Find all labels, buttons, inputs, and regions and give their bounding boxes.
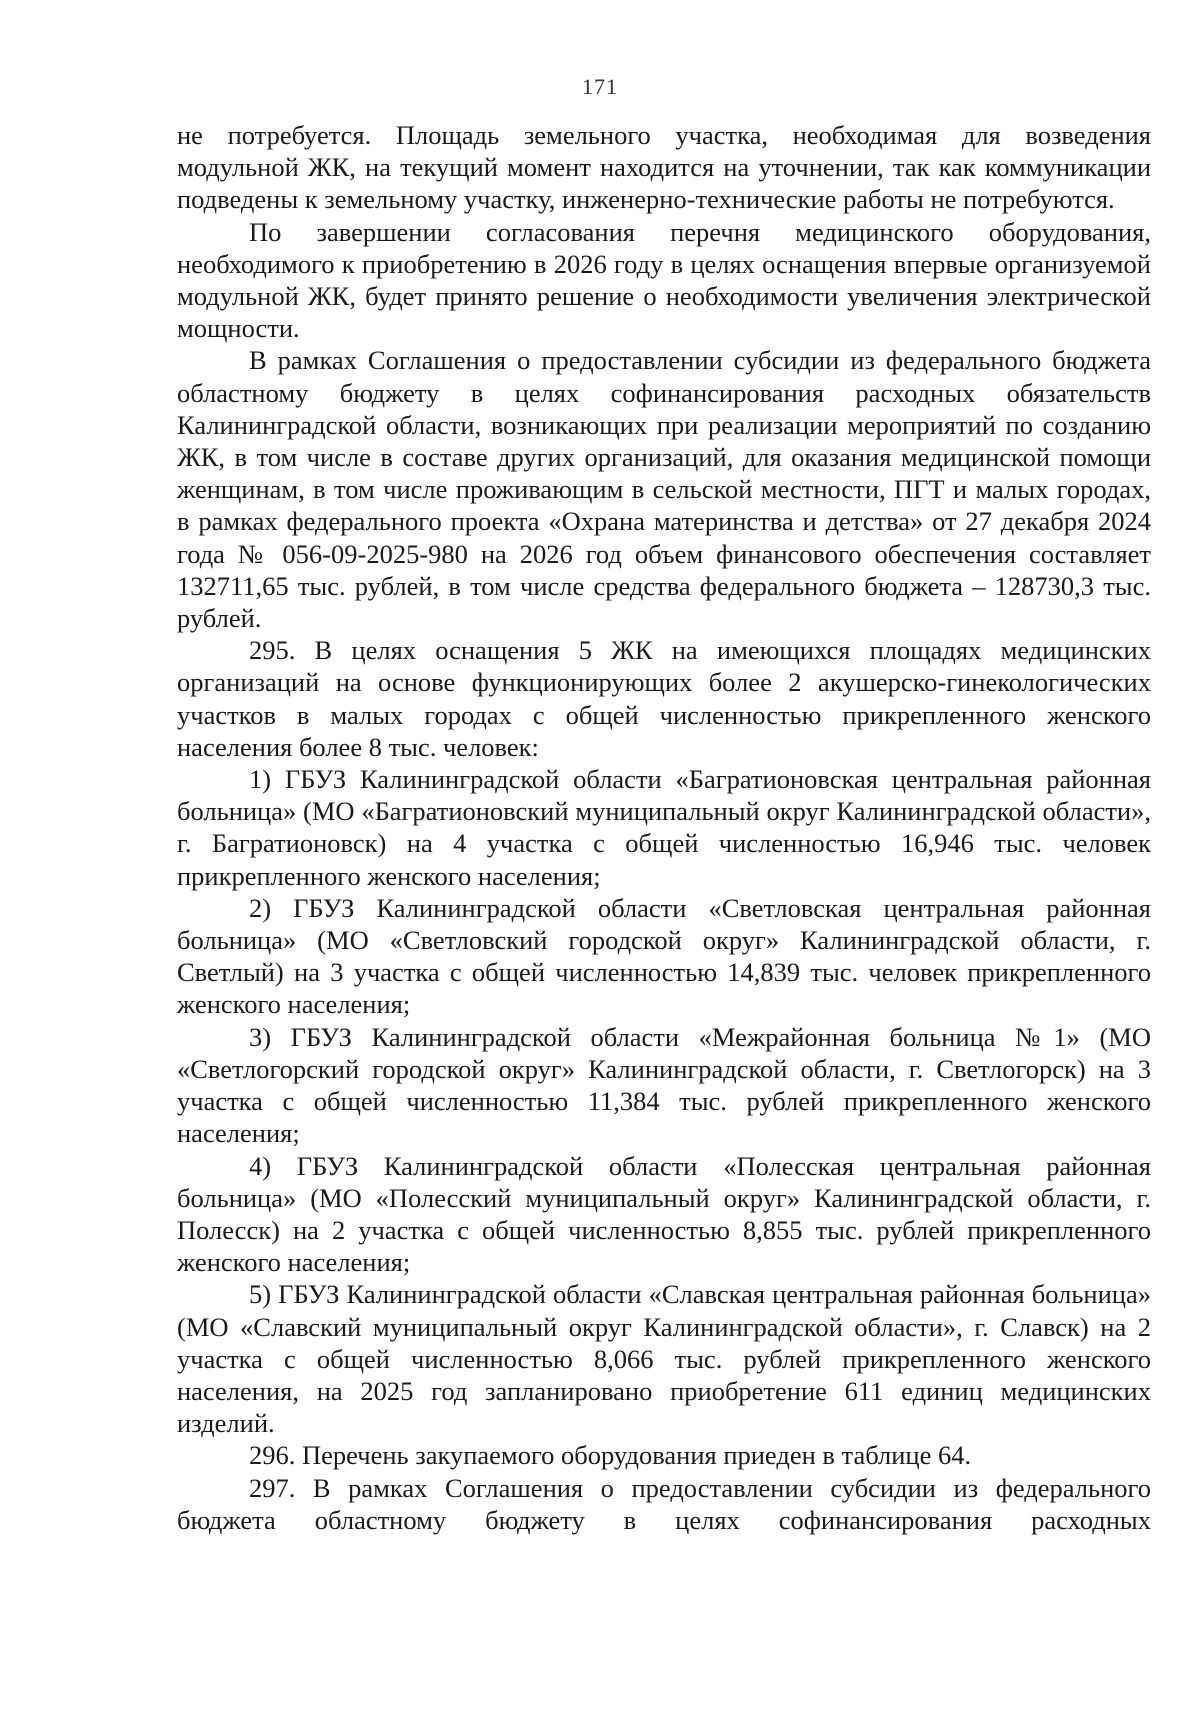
paragraph-continuation: не потребуется. Площадь земельного участка, необходимая для возведения модульной ЖК, на текущий момент находится на уточнении, так как коммуникации подведены к земельному участку, инженерно-технические работы не потребуются. (177, 120, 1151, 215)
paragraph-equipment-approval: По завершении согласования перечня медицинского оборудования, необходимого к приобретению в 2026 году в целях оснащения впервые организуемой модульной ЖК, будет принято решение о необходимости увеличения электрической мощности. (177, 216, 1151, 344)
list-item-5: 5) ГБУЗ Калининградской области «Славская центральная районная больница» (МО «Славский муниципальный округ Калининградской области», г. Славск) на 2 участка с общей численностью 8,066 тыс. рублей прикрепленного женского населения, на 2025 год запланировано приобретение 611 единиц медицинских изделий. (177, 1279, 1151, 1439)
document-body (177, 119, 1151, 1536)
list-item-1: 1) ГБУЗ Калининградской области «Багратионовская центральная районная больница» (МО «Багратионовский муниципальный округ Калининградской области», г. Багратионовск) на 4 участка с общей численностью 16,946 тыс. человек прикрепленного женского населения; (177, 764, 1151, 891)
paragraph-subsidy-agreement: В рамках Соглашения о предоставлении субсидии из федерального бюджета областному бюджету в целях софинансирования расходных обязательств Калининградской области, возникающих при реализации мероприятий по созданию ЖК, в том числе в составе других организаций, для оказания медицинской помощи женщинам, в том числе проживающим в сельской местности, ПГТ и малых городах, в рамках федерального проекта «Охрана материнства и детства» от 27 декабря 2024 года № 056-09-2025-980 на 2026 год объем финансового обеспечения составляет 132711,65 тыс. рублей, в том числе средства федерального бюджета – 128730,3 тыс. рублей. (177, 345, 1151, 634)
list-item-2: 2) ГБУЗ Калининградской области «Светловская центральная районная больница» (МО «Светловский городской округ» Калининградской области, г. Светлый) на 3 участка с общей численностью 14,839 тыс. человек прикрепленного женского населения; (177, 892, 1151, 1020)
paragraph-296: 296. Перечень закупаемого оборудования приеден в таблице 64. (249, 1440, 972, 1471)
list-item-3: 3) ГБУЗ Калининградской области «Межрайонная больница №1» (МО «Светлогорский городской округ» Калининградской области, г. Светлогорск) на 3 участка с общей численностью 11,384 тыс. рублей прикрепленного женского населения; (177, 1021, 1151, 1149)
list-item-4: 4) ГБУЗ Калининградской области «Полесская центральная районная больница» (МО «Полесский муниципальный округ» Калининградской области, г. Полесск) на 2 участка с общей численностью 8,855 тыс. рублей прикрепленного женского населения; (177, 1150, 1151, 1278)
paragraph-295: 295. В целях оснащения 5 ЖК на имеющихся площадях медицинских организаций на основе функционирующих более 2 акушерско-гинекологических участков в малых городах с общей численностью прикрепленного женского населения более 8 тыс. человек: (177, 635, 1151, 762)
paragraph-297: 297. В рамках Соглашения о предоставлении субсидии из федерального бюджета областному бюджету в целях софинансирования расходных (177, 1472, 1151, 1535)
page-number: 171 (582, 74, 618, 99)
